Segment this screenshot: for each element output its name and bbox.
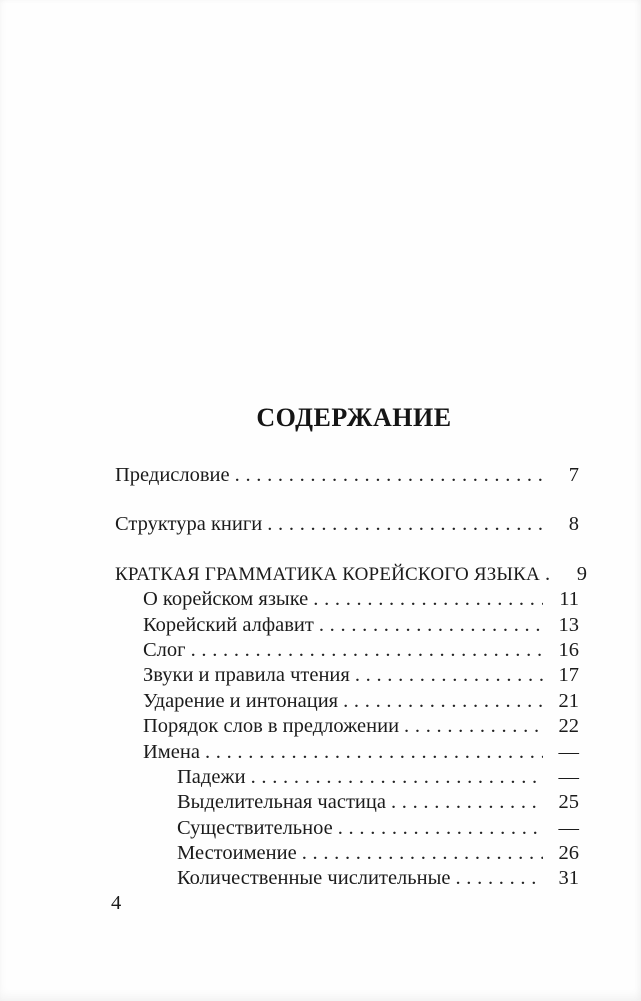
toc-leader-dots [343, 689, 543, 714]
toc-leader-dots [313, 587, 543, 612]
toc-entry-label: Имена [143, 740, 200, 763]
toc-entry-label: Слог [143, 638, 186, 661]
toc-entry [115, 463, 579, 488]
toc-entry-label: Корейский алфавит [143, 613, 314, 636]
toc-entry-page: — [558, 765, 579, 788]
toc-entry-label: Ударение и интонация [143, 689, 339, 712]
toc-entry [115, 663, 579, 688]
toc-entry-page: 16 [558, 638, 579, 661]
toc-leader-dots [455, 866, 543, 891]
toc-entry-label: Количественные числительные [177, 867, 451, 890]
toc-entry-label: КРАТКАЯ ГРАММАТИКА КОРЕЙСКОГО ЯЗЫКА [115, 563, 540, 585]
toc-entry [115, 841, 579, 866]
toc-title: СОДЕРЖАНИЕ [256, 403, 452, 432]
toc-leader-dots [235, 463, 543, 488]
toc-entry-label: Местоимение [177, 842, 297, 865]
toc-leader-dots [205, 740, 543, 765]
toc-entry-label: Звуки и правила чтения [143, 664, 350, 687]
toc-entry [115, 816, 579, 841]
toc-leader-dots [355, 663, 543, 688]
toc-entry-page: — [558, 816, 579, 839]
toc-entry-page: 21 [558, 689, 579, 712]
toc-entry-label: Структура книги [115, 513, 263, 536]
toc-entry-label: Падежи [177, 765, 246, 788]
toc-entry-page: 17 [558, 664, 579, 687]
toc-entry-page: 13 [558, 613, 579, 636]
toc-entry [115, 562, 587, 587]
toc-entry [115, 587, 579, 612]
toc-entry-page: 25 [558, 791, 579, 814]
toc-leader-dots [391, 790, 543, 815]
toc-entry [115, 638, 579, 663]
toc-entry-page: 22 [558, 715, 579, 738]
toc-entry-label: О корейском языке [143, 588, 309, 611]
toc-entry [115, 689, 579, 714]
toc-entry-page: 7 [568, 464, 579, 486]
toc-leader-dots [319, 613, 543, 638]
toc-leader-dots [251, 765, 543, 790]
toc-entry [115, 613, 579, 638]
toc-entry-page: 9 [576, 562, 587, 585]
toc-leader-dots [267, 512, 543, 537]
toc-entry-page: — [558, 740, 579, 763]
toc-entry-page: 8 [568, 513, 579, 536]
book-page-number: 4 [111, 892, 122, 914]
toc-entry [115, 765, 579, 790]
toc-entry-label: Порядок слов в предложении [143, 715, 400, 738]
toc-entry-page: 26 [558, 842, 579, 865]
toc-entry [115, 714, 579, 739]
toc-entry [115, 740, 579, 765]
toc-leader-dots [338, 816, 543, 841]
toc-entry [115, 866, 579, 891]
toc-entry-label: Существительное [177, 816, 333, 839]
toc-leader-dots [404, 714, 543, 739]
toc-entry-page: 11 [559, 588, 579, 611]
toc-entry-label: Выделительная частица [177, 791, 386, 814]
toc-entry [115, 790, 579, 815]
toc-entry [115, 512, 579, 537]
toc-entry-label: Предисловие [115, 464, 230, 486]
toc-leader-dots [302, 841, 543, 866]
toc-entry-page: 31 [558, 867, 579, 890]
toc-list [115, 463, 587, 892]
toc-leader-dots [191, 638, 543, 663]
